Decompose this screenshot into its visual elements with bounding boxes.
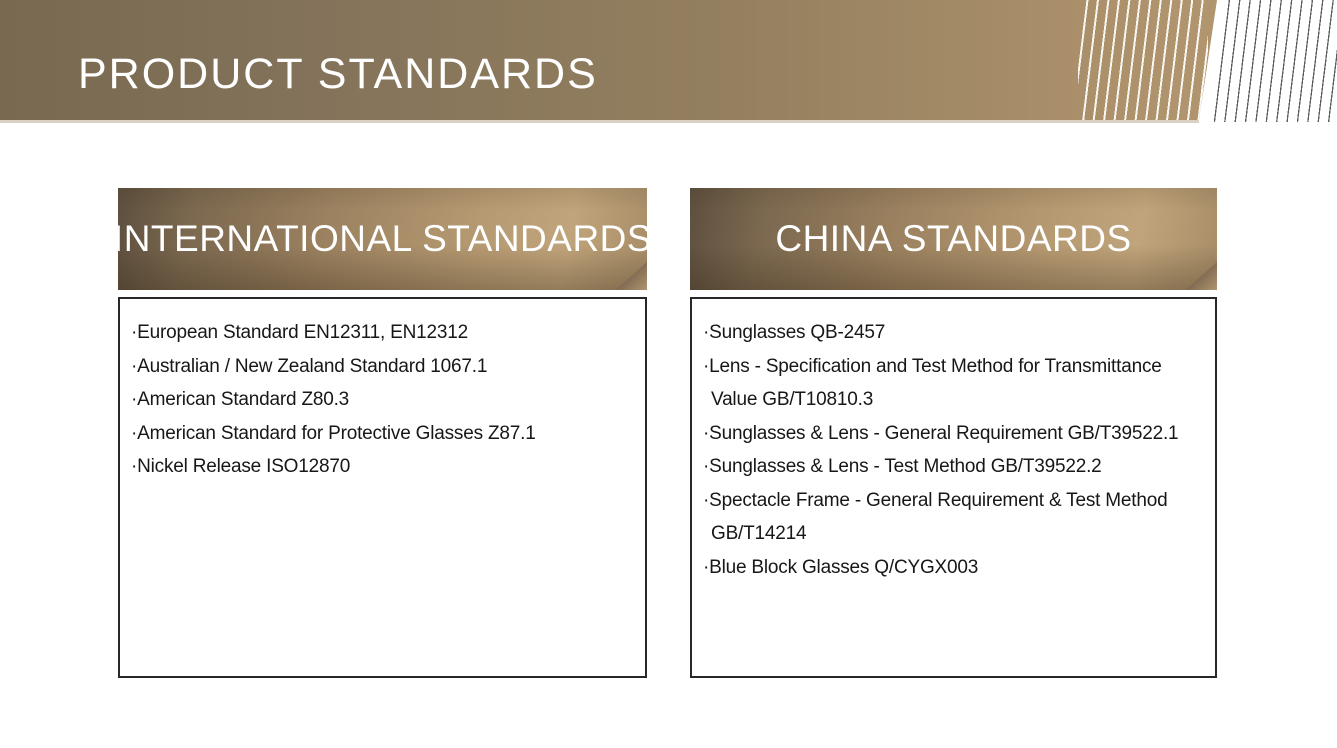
standard-item <box>703 484 1205 551</box>
diagonal-stripes-light-icon <box>1078 0 1208 120</box>
standard-item <box>131 350 635 384</box>
diagonal-stripes-dark-icon <box>1208 0 1337 122</box>
standard-item-text: ·American Standard for Protective Glasses Z87.1 <box>131 422 536 444</box>
standard-item <box>131 417 635 451</box>
international-standards-list <box>118 297 647 678</box>
china-standards-title: CHINA STANDARDS <box>775 218 1132 259</box>
china-standards-list <box>690 297 1217 678</box>
standard-item-continuation: GB/T14214 <box>711 523 807 544</box>
standard-item <box>703 350 1205 417</box>
title-banner <box>0 0 1337 123</box>
standard-item-text: ·Sunglasses QB-2457 <box>703 322 886 343</box>
standard-item-text: ·Blue Block Glasses Q/CYGX003 <box>703 556 979 578</box>
standard-item <box>703 551 1205 585</box>
standard-item <box>703 450 1205 484</box>
standard-item <box>703 417 1205 451</box>
international-standards-title: INTERNATIONAL STANDARDS <box>112 218 653 259</box>
standard-item <box>703 316 1205 350</box>
standard-item-continuation: Value GB/T10810.3 <box>711 389 874 410</box>
standard-item-text: ·Sunglasses & Lens - Test Method GB/T39522.2 <box>703 456 1102 477</box>
standard-item-text: ·Nickel Release ISO12870 <box>131 456 351 477</box>
standard-item-text: ·American Standard Z80.3 <box>131 389 350 410</box>
standard-item-text: ·Australian / New Zealand Standard 1067.1 <box>131 355 488 377</box>
standard-item <box>131 316 635 350</box>
standard-item-text: ·European Standard EN12311, EN12312 <box>131 322 469 343</box>
standard-item <box>131 450 635 484</box>
china-standards-header <box>690 188 1217 290</box>
standard-item-text: ·Spectacle Frame - General Requirement & Test Method <box>703 489 1168 511</box>
corner-fold-icon <box>1186 261 1217 290</box>
page-title: PRODUCT STANDARDS <box>78 50 598 98</box>
standard-item-text: ·Lens - Specification and Test Method for Transmittance <box>703 355 1162 377</box>
standard-item-text: ·Sunglasses & Lens - General Requirement GB/T39522.1 <box>703 422 1179 444</box>
standard-item <box>131 383 635 417</box>
corner-fold-icon <box>616 261 647 290</box>
international-standards-header <box>112 188 653 290</box>
banner-underline <box>0 120 1199 123</box>
